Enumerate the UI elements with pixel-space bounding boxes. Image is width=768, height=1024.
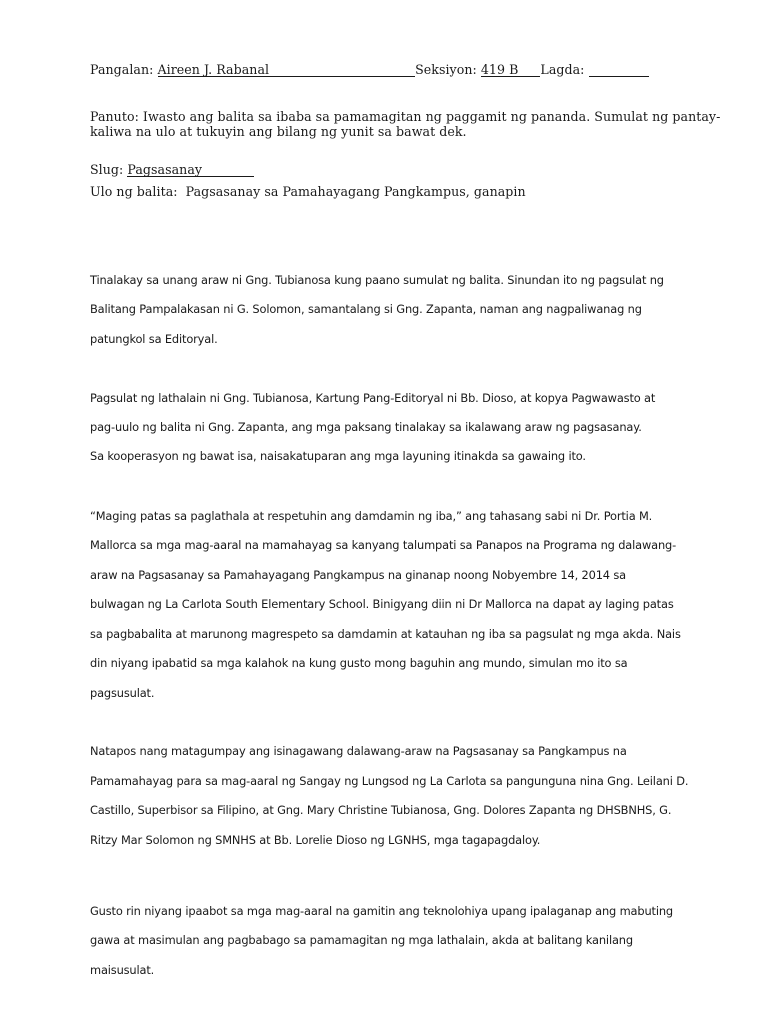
headline-value: Pagsasanay sa Pamahayagang Pangkampus, ganapin bbox=[185, 184, 526, 199]
slug-field bbox=[127, 163, 254, 177]
slug-line bbox=[90, 162, 254, 178]
name-field bbox=[158, 63, 416, 77]
section-label: Seksiyon: bbox=[415, 62, 477, 77]
paragraph-5-line-1: Gusto rin niyang ipaabot sa mga mag-aaral na gamitin ang teknolohiya upang ipalaganap ang mabuting bbox=[90, 904, 673, 918]
signature-field bbox=[589, 63, 649, 77]
name-value: Aireen J. Rabanal bbox=[157, 62, 270, 77]
paragraph-3-line-2: Mallorca sa mga mag-aaral na mamahayag sa kanyang talumpati sa Panapos na Programa ng dalawang- bbox=[90, 538, 677, 552]
paragraph-5-line-2: gawa at masimulan ang pagbabago sa pamamagitan ng mga lathalain, akda at balitang kanilang bbox=[90, 933, 633, 947]
paragraph-2-line-2: pag-uulo ng balita ni Gng. Zapanta, ang mga paksang tinalakay sa ikalawang araw ng pagsasanay. bbox=[90, 420, 642, 434]
paragraph-4-line-3: Castillo, Superbisor sa Filipino, at Gng. Mary Christine Tubianosa, Gng. Dolores Zapanta ng DHSBNHS, G. bbox=[90, 803, 672, 817]
paragraph-4-line-1: Natapos nang matagumpay ang isinagawang dalawang-araw na Pagsasanay sa Pangkampus na bbox=[90, 744, 627, 758]
section-field bbox=[481, 63, 541, 77]
headline-label: Ulo ng balita: bbox=[90, 184, 178, 199]
signature-label: Lagda: bbox=[540, 62, 585, 77]
paragraph-1-line-2: Balitang Pampalakasan ni G. Solomon, samantalang si Gng. Zapanta, naman ang nagpaliwanag ng bbox=[90, 302, 642, 316]
paragraph-3-line-6: din niyang ipabatid sa mga kalahok na kung gusto mong baguhin ang mundo, simulan mo ito sa bbox=[90, 656, 628, 670]
headline-line bbox=[90, 184, 526, 200]
slug-label: Slug: bbox=[90, 162, 124, 177]
paragraph-2-line-3: Sa kooperasyon ng bawat isa, naisakatuparan ang mga layuning itinakda sa gawaing ito. bbox=[90, 449, 586, 463]
instructions-line-2: kaliwa na ulo at tukuyin ang bilang ng yunit sa bawat dek. bbox=[90, 124, 467, 139]
paragraph-3-line-3: araw na Pagsasanay sa Pamahayagang Pangkampus na ginanap noong Nobyembre 14, 2014 sa bbox=[90, 568, 626, 582]
paragraph-4-line-2: Pamamahayag para sa mag-aaral ng Sangay ng Lungsod ng La Carlota sa pangunguna nina Gng. Leilani D. bbox=[90, 774, 689, 788]
header-line bbox=[90, 62, 649, 78]
paragraph-5-line-3: maisusulat. bbox=[90, 963, 155, 977]
paragraph-3-line-5: sa pagbabalita at marunong magrespeto sa damdamin at katauhan ng iba sa pagsulat ng mga akda. Nais bbox=[90, 627, 681, 641]
paragraph-2-line-1: Pagsulat ng lathalain ni Gng. Tubianosa, Kartung Pang-Editoryal ni Bb. Dioso, at kopya Pagwawasto at bbox=[90, 391, 656, 405]
instructions-line-1: Panuto: Iwasto ang balita sa ibaba sa pamamagitan ng paggamit ng pananda. Sumulat ng pantay- bbox=[90, 109, 721, 124]
paragraph-3-line-7: pagsusulat. bbox=[90, 686, 155, 700]
paragraph-3-line-1: “Maging patas sa paglathala at respetuhin ang damdamin ng iba,” ang tahasang sabi ni Dr. Portia M. bbox=[90, 509, 653, 523]
paragraph-1-line-3: patungkol sa Editoryal. bbox=[90, 332, 218, 346]
paragraph-3-line-4: bulwagan ng La Carlota South Elementary School. Binigyang diin ni Dr Mallorca na dapat ay laging patas bbox=[90, 597, 674, 611]
paragraph-1-line-1: Tinalakay sa unang araw ni Gng. Tubianosa kung paano sumulat ng balita. Sinundan ito ng pagsulat ng bbox=[90, 273, 664, 287]
paragraph-4-line-4: Ritzy Mar Solomon ng SMNHS at Bb. Lorelie Dioso ng LGNHS, mga tagapagdaloy. bbox=[90, 833, 541, 847]
slug-value: Pagsasanay bbox=[127, 162, 203, 177]
name-label: Pangalan: bbox=[90, 62, 154, 77]
section-value: 419 B bbox=[480, 62, 519, 77]
